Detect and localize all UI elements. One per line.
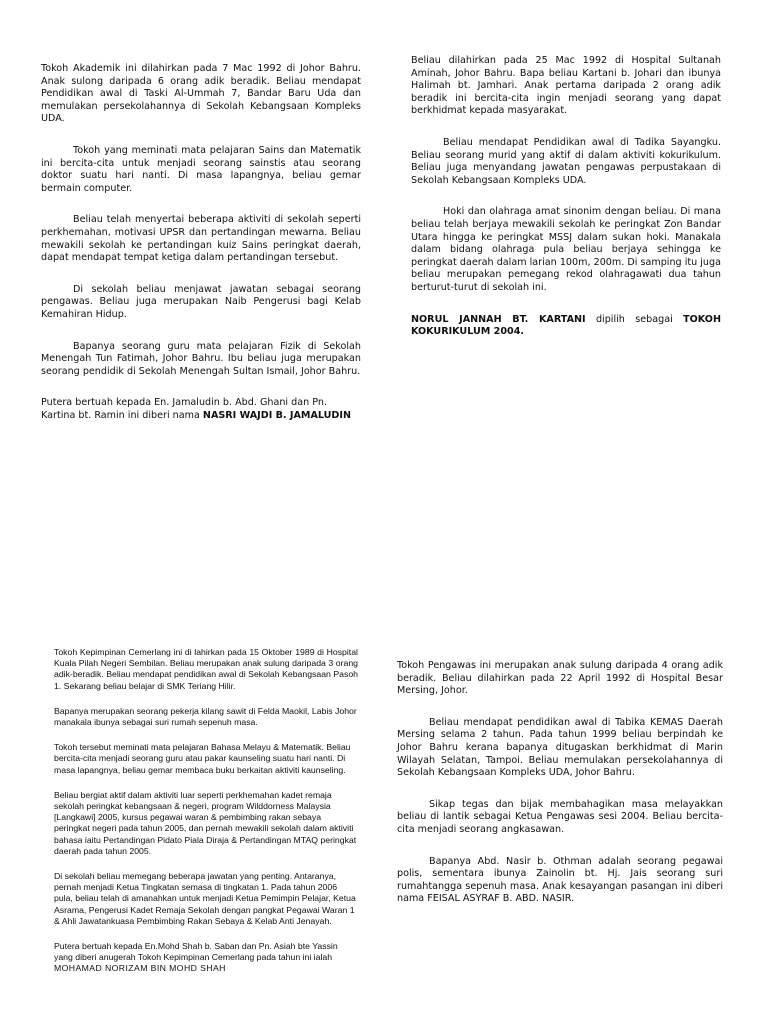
paragraph: Tokoh Pengawas ini merupakan anak sulung daripada 4 orang adik beradik. Beliau dilahirkan pada 22 April 1992 di Hospital Besar Mersing, Johor.	[397, 660, 723, 697]
paragraph-text: Putera bertuah kepada En. Jamaludin b. Abd. Ghani dan Pn. Kartina bt. Ramin ini diberi nama	[41, 397, 327, 421]
paragraph	[411, 314, 721, 339]
paragraph: Beliau dilahirkan pada 25 Mac 1992 di Hospital Sultanah Aminah, Johor Bahru. Bapa beliau Kartani b. Johari dan ibunya Halimah bt. Jamhari. Anak pertama daripada 2 orang adik beradik ini bercita-cita ingin menjadi seorang yang dapat berkhidmat kepada masyarakat.	[411, 55, 721, 117]
paragraph: Beliau bergiat aktif dalam aktiviti luar seperti perkhemahan kadet remaja sekolah peringkat kebangsaan & negeri, program Wilddorness Malaysia [Langkawi] 2005, kursus pegawai waran & pembimbing rakan sebaya peringkat negeri pada tahun 2005, dan pernah mewakili sekolah dalam aktiviti bahasa iaitu Pertandingan Pidato Piala Diraja & Pertandingan MTAQ peringkat daerah pada tahun 2005.	[54, 789, 357, 856]
paragraph: Bapanya Abd. Nasir b. Othman adalah seorang pegawai polis, sementara ibunya Zainolin bt. Hj. Jais seorang suri rumahtangga sepenuh masa. Anak kesayangan pasangan ini diberi nama FEISAL ASYRAF B. ABD. NASIR.	[397, 855, 723, 905]
award-title: TOKOH KOKURIKULUM 2004.	[411, 313, 721, 338]
paragraph: Tokoh Akademik ini dilahirkan pada 7 Mac 1992 di Johor Bahru. Anak sulong daripada 6 orang adik beradik. Beliau mendapat Pendidikan awal di Taski Al-Ummah 7, Bandar Baru Uda dan memulakan persekolahannya di Sekolah Kebangsaan Kompleks UDA.	[41, 63, 361, 125]
paragraph: Tokoh tersebut meminati mata pelajaran Bahasa Melayu & Matematik. Beliau bercita-cita menjadi seorang guru atau pakar kaunseling suatu hari nanti. Di masa lapangnya, beliau gemar membaca buku berkaitan aktiviti kaunseling.	[54, 742, 351, 775]
paragraph: Beliau telah menyertai beberapa aktiviti di sekolah seperti perkhemahan, motivasi UPSR dan pertandingan mewarna. Beliau mewakili sekolah ke pertandingan kuiz Sains peringkat daerah, dapat mendapat tempat ketiga dalam pertandingan tersebut.	[41, 214, 361, 264]
paragraph: Beliau mendapat Pendidikan awal di Tadika Sayangku. Beliau seorang murid yang aktif di dalam aktiviti kokurikulum. Beliau juga menyandang jawatan pengawas perpustakaan di Sekolah Kebangsaan Kompleks UDA.	[411, 136, 721, 186]
paragraph: Tokoh Kepimpinan Cemerlang ini di lahirkan pada 15 Oktober 1989 di Hospital Kuala Pilah Negeri Sembilan. Beliau merupakan anak sulung daripada 3 orang adik-beradik. Beliau mendapat pendidikan awal di Sekolah Kebangsaan Pasoh 1. Sekarang beliau belajar di SMK Teriang Hilir.	[54, 647, 358, 691]
paragraph: Beliau mendapat pendidikan awal di Tabika KEMAS Daerah Mersing selama 2 tahun. Pada tahun 1999 beliau berpindah ke Johor Bahru kerana bapanya ditugaskan berkhidmat di Marin Wilayah Selatan, Tampoi. Beliau memulakan persekolahannya di Sekolah Kebangsaan Kompleks UDA, Johor Bahru.	[397, 716, 723, 779]
paragraph: Bapanya merupakan seorang pekerja kilang sawit di Felda Maokil, Labis Johor manakala ibunya sebagai suri rumah sepenuh masa.	[54, 705, 357, 728]
profile-prefect	[397, 660, 723, 906]
paragraph: Hoki dan olahraga amat sinonim dengan beliau. Di mana beliau telah berjaya mewakili sekolah ke peringkat Zon Bandar Utara hingga ke peringkat MSSJ dalam sukan hoki. Manakala dalam bidang olahraga pula beliau berjaya sehingga ke peringkat daerah dalam larian 100m, 200m. Di samping itu juga beliau merupakan pemegang rekod olahragawati dua tahun berturut-turut di sekolah ini.	[411, 206, 721, 293]
paragraph-text: Putera bertuah kepada En.Mohd Shah b. Saban dan Pn. Asiah bte Yassin yang diberi anugerah Tokoh Kepimpinan Cemerlang pada tahun ini ialah	[54, 941, 338, 963]
paragraph: Bapanya seorang guru mata pelajaran Fizik di Sekolah Menengah Tun Fatimah, Johor Bahru. Ibu beliau juga merupakan seorang pendidik di Sekolah Menengah Sultan Ismail, Johor Bahru.	[41, 340, 361, 377]
profile-cocurriculum	[411, 55, 721, 339]
paragraph: Di sekolah beliau menjawat jawatan sebagai seorang pengawas. Beliau juga merupakan Naib Pengerusi bagi Kelab Kemahiran Hidup.	[41, 283, 361, 320]
paragraph	[41, 397, 361, 422]
profile-leadership	[54, 647, 358, 975]
awardee-name: MOHAMAD NORIZAM BIN MOHD SHAH	[54, 963, 226, 974]
paragraph: Di sekolah beliau memegang beberapa jawatan yang penting. Antaranya, pernah menjadi Ketua Tingkatan semasa di tingkatan 1. Pada tahun 2006 pula, beliau telah di amanahkan untuk menjadi Ketua Pemimpin Pelajar, Ketua Asrama, Pengerusi Kadet Remaja Sekolah dengan pangkat Pegawai Waran 1 & Ahli Jawatankuasa Pembimbing Rakan Sebaya & Kelab Anti Jenayah.	[54, 871, 356, 926]
awardee-name: NORUL JANNAH BT. KARTANI	[411, 313, 586, 325]
paragraph	[54, 941, 358, 975]
profile-academic	[41, 63, 361, 422]
paragraph: Sikap tegas dan bijak membahagikan masa melayakkan beliau di lantik sebagai Ketua Pengawas sesi 2004. Beliau bercita-cita menjadi seorang angkasawan.	[397, 798, 723, 835]
paragraph-text: dipilih sebagai	[585, 313, 684, 325]
awardee-name: NASRI WAJDI B. JAMALUDIN	[202, 409, 351, 421]
paragraph: Tokoh yang meminati mata pelajaran Sains dan Matematik ini bercita-cita untuk menjadi seorang sainstis atau seorang doktor suatu hari nanti. Di masa lapangnya, beliau gemar bermain computer.	[41, 144, 361, 194]
